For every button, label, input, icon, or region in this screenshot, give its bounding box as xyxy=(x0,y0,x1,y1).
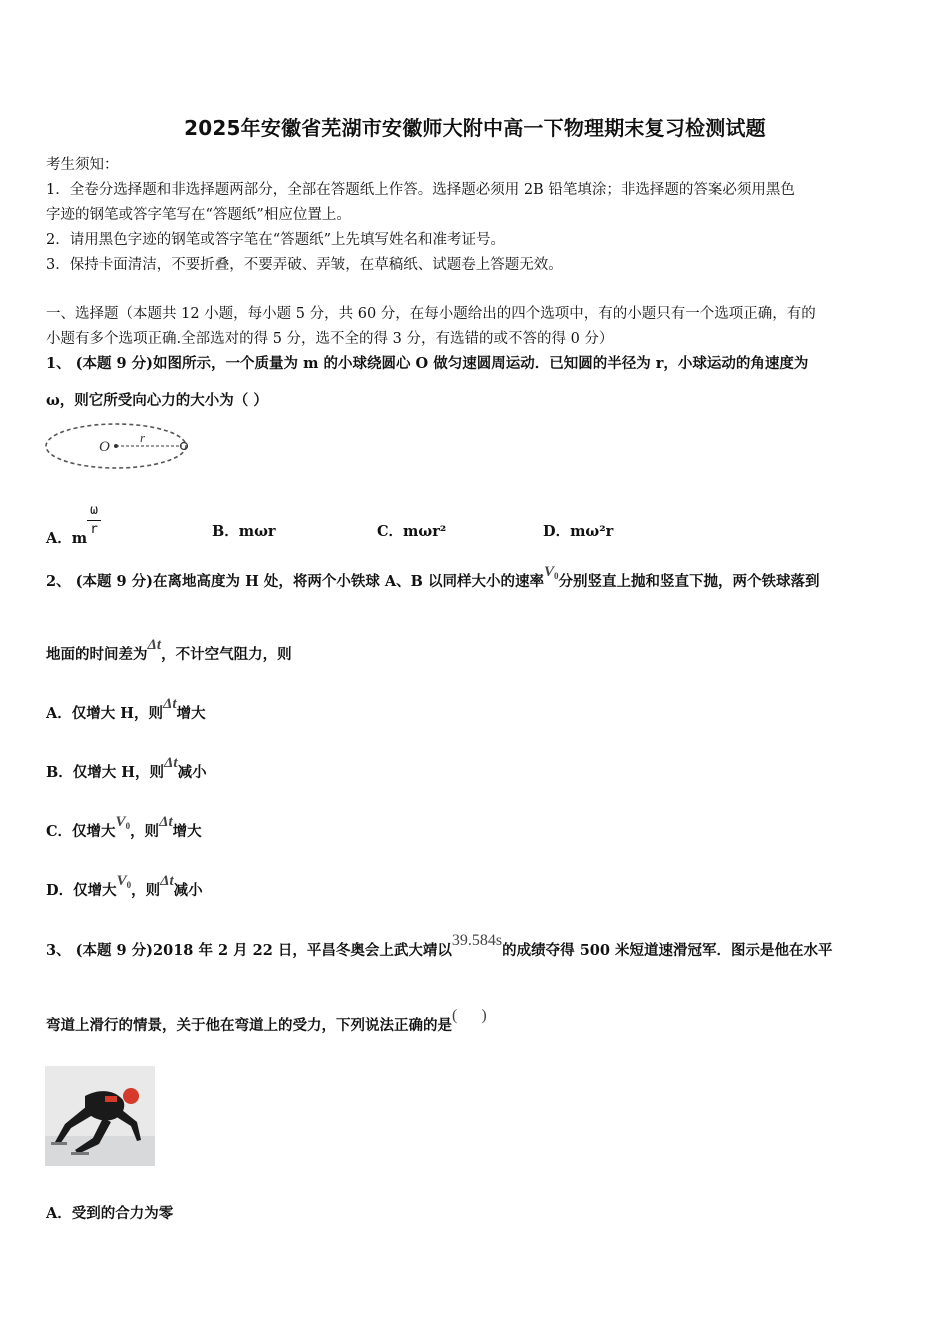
notice-heading: 考生须知： xyxy=(46,157,119,173)
notice-item-1-line-1: 1．全卷分选择题和非选择题两部分，全部在答题纸上作答。选择题必须用 2B 铅笔填涂；非选择题的答案必须用黑色 xyxy=(46,182,795,198)
q2-stem-line-2 xyxy=(46,637,292,664)
q2-stem-line-1 xyxy=(46,564,820,591)
q1-stem-line-2: ω，则它所受向心力的大小为（ ） xyxy=(46,392,268,409)
q1-option-a-numerator: ω xyxy=(87,502,101,521)
q2-stem-line-1-a: 2、 (本题 9 分)在离地高度为 H 处，将两个小铁球 A、B 以同样大小的速率 xyxy=(46,573,544,590)
q1-option-a-denominator: r xyxy=(90,522,98,537)
notice-item-2: 2．请用黑色字迹的钢笔或答字笔在“答题纸”上先填写姓名和准考证号。 xyxy=(46,232,506,248)
delta-t-symbol: Δt xyxy=(159,814,173,830)
delta-t-symbol: Δt xyxy=(147,637,162,653)
q3-time-value: 39.584s xyxy=(451,932,503,949)
section-1-line-2: 小题有多个选项正确.全部选对的得 5 分，选不全的得 3 分，有选错的或不答的得 0 分） xyxy=(46,331,614,347)
q2-option-d[interactable]: D．仅增大$V_0$，则Δt减小 xyxy=(46,873,203,899)
q3-answer-paren: ( ) xyxy=(452,1007,487,1024)
q2-stem-line-2-a: 地面的时间差为 xyxy=(46,646,148,663)
section-1-line-1: 一、选择题（本题共 12 小题，每小题 5 分，共 60 分，在每小题给出的四个选项中，有的小题只有一个选项正确，有的 xyxy=(46,306,816,322)
q1-option-c[interactable]: C．mωr² xyxy=(377,523,447,540)
q1-option-a-fraction xyxy=(87,502,101,539)
q2-option-c[interactable]: C．仅增大$V_0$，则Δt增大 xyxy=(46,814,202,840)
q1-option-d[interactable]: D．mω²r xyxy=(543,523,614,540)
v0-symbol: $V_0$ xyxy=(543,564,559,581)
q1-option-b[interactable]: B．mωr xyxy=(212,523,276,540)
skate-blade-front xyxy=(71,1152,89,1155)
delta-t-symbol: Δt xyxy=(164,755,178,771)
skater-helmet xyxy=(123,1088,139,1104)
page-title: 2025年安徽省芜湖市安徽师大附中高一下物理期末复习检测试题 xyxy=(184,116,766,140)
q3-stem-line-2: 弯道上滑行的情景，关于他在弯道上的受力，下列说法正确的是( ) xyxy=(46,1007,487,1034)
skate-blade-back xyxy=(51,1142,67,1145)
radius-label: r xyxy=(140,430,146,445)
q1-stem-line-1: 1、 (本题 9 分)如图所示，一个质量为 m 的小球绕圆心 O 做匀速圆周运动．已知圆的半径为 r，小球运动的角速度为 xyxy=(46,355,809,372)
q2-stem-line-2-b: ，不计空气阻力，则 xyxy=(161,646,292,663)
q3-option-a[interactable]: A．受到的合力为零 xyxy=(46,1205,174,1222)
center-label: O xyxy=(99,439,110,455)
q2-option-a[interactable]: A．仅增大 H，则Δt增大 xyxy=(46,696,206,722)
notice-item-3: 3．保持卡面清洁，不要折叠，不要弄破、弄皱，在草稿纸、试题卷上答题无效。 xyxy=(46,257,563,273)
delta-t-symbol: Δt xyxy=(163,696,177,712)
v0-symbol: $V_0$ xyxy=(116,873,132,890)
q3-stem-line-1: 3、 (本题 9 分)2018 年 2 月 22 日，平昌冬奥会上武大靖以39.584s的成绩夺得 500 米短道速滑冠军．图示是他在水平 xyxy=(46,932,833,959)
delta-t-symbol: Δt xyxy=(160,873,174,889)
q2-option-b[interactable]: B．仅增大 H，则Δt减小 xyxy=(46,755,207,781)
notice-item-1-line-2: 字迹的钢笔或答字笔写在“答题纸”相应位置上。 xyxy=(46,207,351,223)
q2-stem-line-1-b: 分别竖直上抛和竖直下抛，两个铁球落到 xyxy=(558,573,820,590)
q1-option-a[interactable] xyxy=(46,502,101,547)
v0-symbol: $V_0$ xyxy=(115,814,131,831)
speed-skater-photo xyxy=(45,1066,155,1166)
suit-stripe xyxy=(105,1096,117,1102)
circular-motion-figure xyxy=(44,420,194,475)
q1-option-a-label: A．m xyxy=(46,529,88,547)
